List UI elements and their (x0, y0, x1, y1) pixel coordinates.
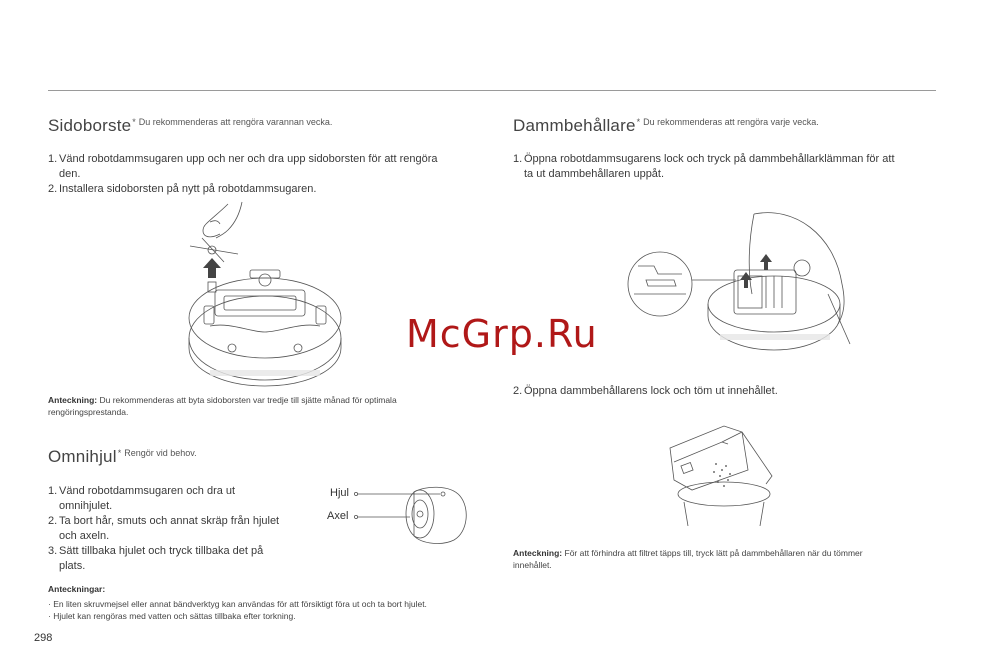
step-number: 1. (48, 153, 58, 165)
side-brush-desc: Du rekommenderas att rengöra varannan vecka. (138, 117, 333, 127)
dustbin-desc: Du rekommenderas att rengöra varje vecka. (643, 117, 819, 127)
side-brush-steps (48, 152, 488, 197)
note-text: Du rekommenderas att byta sidoborsten var tredje till sjätte månad för optimala (99, 395, 397, 405)
omni-wheel-notes (48, 598, 508, 622)
dustbin-removal-illustration (624, 204, 864, 364)
step-number: 1. (513, 153, 523, 165)
step-text: Sätt tillbaka hjulet och tryck tillbaka det på (59, 545, 264, 557)
step-text: omnihjulet. (59, 500, 113, 512)
step-text: Öppna dammbehållarens lock och töm ut innehållet. (524, 385, 778, 397)
omni-wheel-asterisk: * (117, 448, 122, 458)
note-text: innehållet. (513, 560, 552, 570)
side-brush-title: Sidoborste (48, 116, 132, 135)
side-brush-illustration (180, 198, 350, 388)
step-text: plats. (59, 560, 86, 572)
step-text: Installera sidoborsten på nytt på robotdammsugaren. (59, 183, 317, 195)
step-text: ta ut dammbehållaren uppåt. (524, 168, 665, 180)
dustbin-note (513, 547, 943, 571)
step-text: den. (59, 168, 81, 180)
step-text: Vänd robotdammsugaren upp och ner och dra upp sidoborsten för att rengöra (59, 153, 438, 165)
step-number: 2. (513, 385, 523, 397)
note-text: rengöringsprestanda. (48, 407, 129, 417)
omni-wheel-step-1 (48, 484, 318, 514)
dustbin-steps-2 (513, 384, 943, 399)
dustbin-title: Dammbehållare (513, 116, 636, 135)
dustbin-step-1 (513, 152, 943, 182)
note-bullet: · Hjulet kan rengöras med vatten och sättas tillbaka efter torkning. (48, 611, 296, 621)
callout-axle: Axel (327, 510, 349, 522)
dustbin-steps (513, 152, 943, 182)
step-number: 2. (48, 183, 58, 195)
side-brush-asterisk: * (132, 117, 136, 127)
dustbin-heading (513, 116, 819, 136)
note-bullet: · En liten skruvmejsel eller annat bändverktyg kan användas för att försiktigt föra ut och ta bort hjulet. (48, 599, 427, 609)
step-number: 2. (48, 515, 58, 527)
step-text: och axeln. (59, 530, 110, 542)
omni-wheel-notes-label (48, 583, 105, 595)
dustbin-asterisk: * (636, 117, 641, 127)
watermark: McGrp.Ru (406, 312, 598, 356)
note-label: Anteckning: (513, 548, 563, 558)
omni-wheel-desc: Rengör vid behov. (124, 448, 197, 458)
omni-wheel-heading (48, 447, 197, 467)
step-text: Ta bort hår, smuts och annat skräp från hjulet (59, 515, 280, 527)
page-number: 298 (34, 632, 53, 644)
note-label: Anteckning: (48, 395, 98, 405)
step-text: Vänd robotdammsugaren och dra ut (59, 485, 236, 497)
side-brush-step-1 (48, 152, 488, 182)
callout-wheel: Hjul (330, 487, 349, 499)
step-number: 1. (48, 485, 58, 497)
omni-wheel-step-3 (48, 544, 318, 574)
note-text: För att förhindra att filtret täpps till, tryck lätt på dammbehållaren när du tömmer (564, 548, 863, 558)
step-number: 3. (48, 545, 58, 557)
omni-wheel-title: Omnihjul (48, 447, 117, 466)
omni-wheel-steps (48, 484, 318, 574)
notes-label: Anteckningar: (48, 584, 106, 594)
side-brush-step-2 (48, 182, 488, 197)
side-brush-heading (48, 116, 332, 136)
omni-wheel-step-2 (48, 514, 318, 544)
omni-wheel-illustration (354, 482, 474, 548)
dustbin-step-2 (513, 384, 943, 399)
step-text: Öppna robotdammsugarens lock och tryck på dammbehållarklämman för att (524, 153, 895, 165)
top-rule (48, 90, 936, 91)
dustbin-emptying-illustration (666, 418, 782, 526)
side-brush-note (48, 394, 488, 418)
